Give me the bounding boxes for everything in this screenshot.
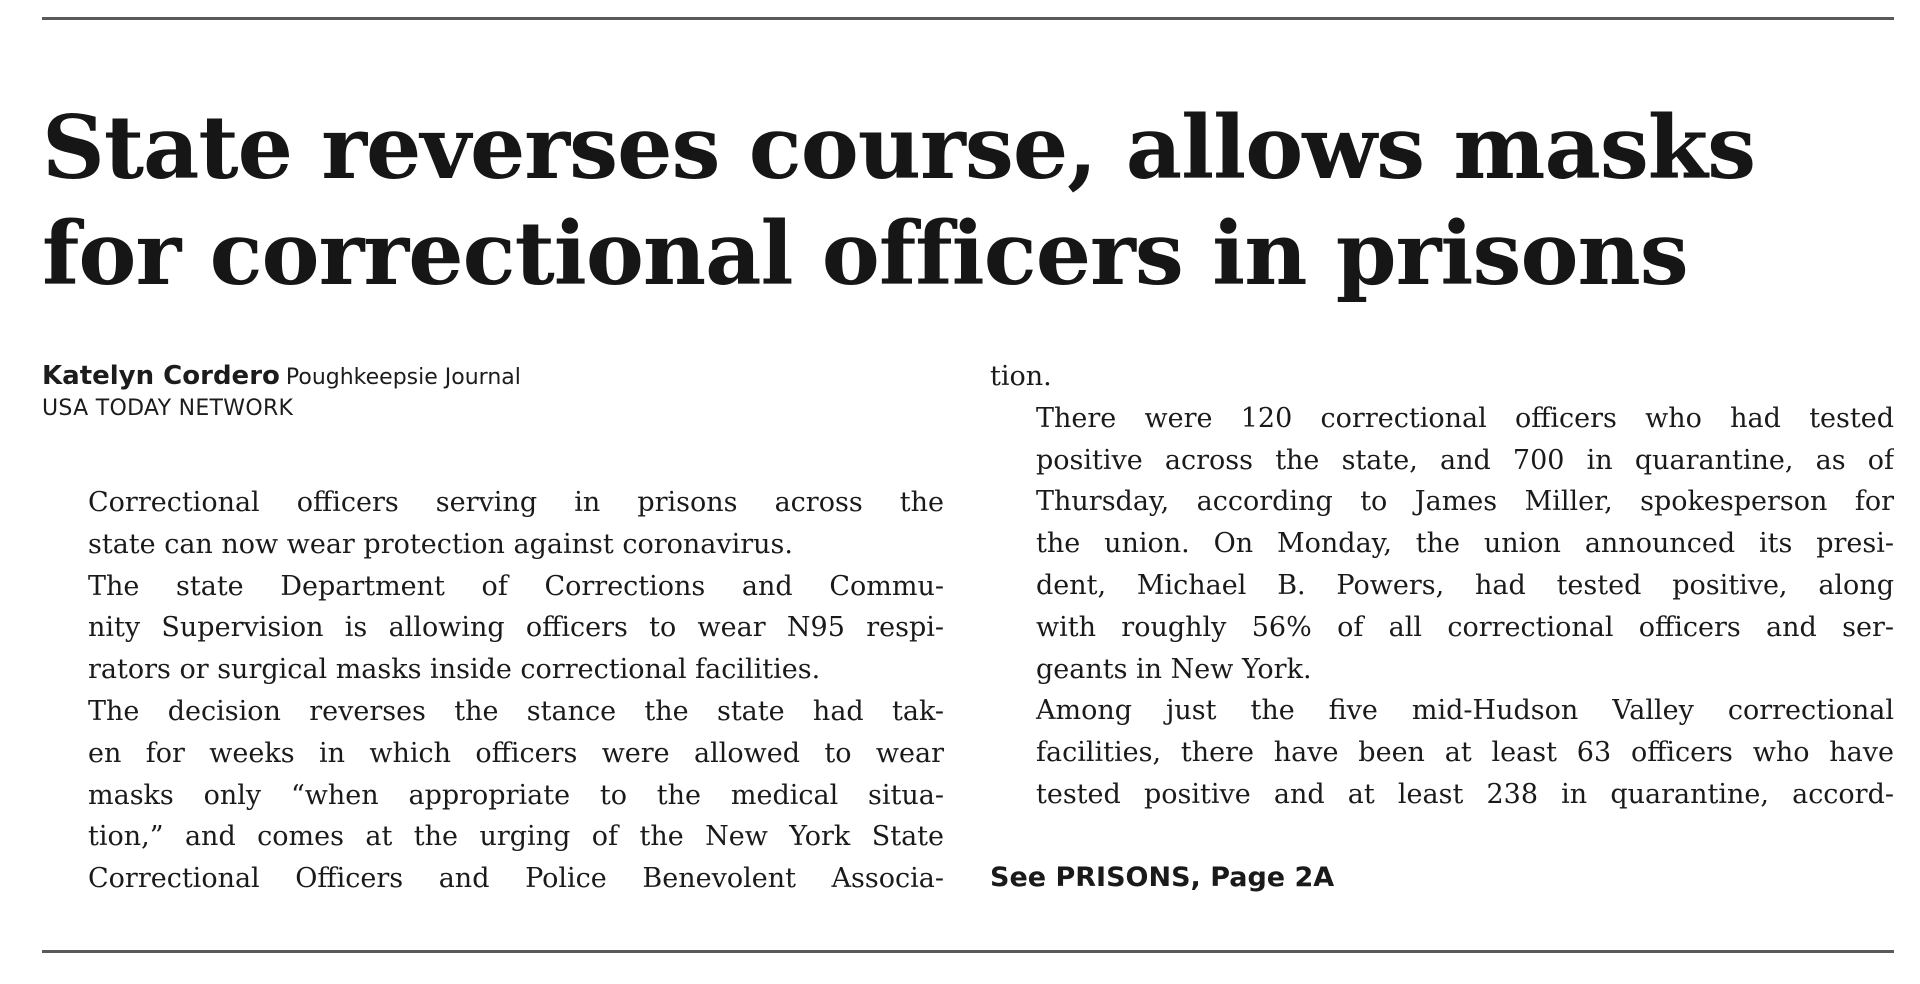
paragraph — [42, 691, 944, 900]
text-line: The state Department of Corrections and Commu- — [88, 570, 944, 602]
text-line: nity Supervision is allowing officers to wear N95 respi- — [88, 612, 944, 644]
text-line: The decision reverses the stance the state had tak- — [88, 695, 944, 727]
paragraph — [990, 690, 1894, 815]
text-line: There were 120 correctional officers who had tested — [1036, 402, 1894, 434]
jump-line[interactable]: See PRISONS, Page 2A — [990, 862, 1335, 893]
byline — [42, 360, 521, 424]
text-line: positive across the state, and 700 in quarantine, as of — [1036, 444, 1894, 476]
publication-name: Poughkeepsie Journal — [285, 365, 521, 390]
text-line: Correctional officers serving in prisons across the — [88, 487, 944, 518]
paragraph — [990, 356, 1894, 398]
text-line: masks only “when appropriate to the medical situa- — [88, 779, 944, 811]
headline-line-1: State reverses course, allows masks — [42, 96, 1756, 199]
left-column — [42, 482, 944, 900]
text-line: tion. — [990, 361, 1052, 392]
text-line: dent, Michael B. Powers, had tested positive, along — [1036, 569, 1894, 601]
bottom-rule — [42, 950, 1894, 953]
author-name: Katelyn Cordero — [42, 361, 280, 391]
text-line: rators or surgical masks inside correctional facilities. — [88, 654, 821, 686]
text-line: tested positive and at least 238 in quarantine, accord- — [1036, 778, 1894, 810]
right-column — [990, 356, 1894, 816]
text-line: state can now wear protection against coronavirus. — [88, 528, 793, 560]
text-line: geants in New York. — [1036, 653, 1312, 685]
text-line: facilities, there have been at least 63 officers who have — [1036, 737, 1894, 769]
text-line: the union. On Monday, the union announced its presi- — [1036, 528, 1894, 560]
headline-line-2: for correctional officers in prisons — [42, 202, 1688, 305]
headline — [42, 95, 1902, 307]
top-rule — [42, 17, 1894, 20]
text-line: tion,” and comes at the urging of the New York State — [88, 821, 944, 853]
text-line: Correctional Officers and Police Benevolent Associa- — [88, 863, 944, 895]
text-line: with roughly 56% of all correctional officers and ser- — [1036, 611, 1894, 643]
network-name: USA TODAY NETWORK — [42, 396, 294, 421]
paragraph — [42, 482, 944, 566]
text-line: Thursday, according to James Miller, spokesperson for — [1036, 486, 1894, 518]
text-line: en for weeks in which officers were allowed to wear — [88, 737, 944, 769]
paragraph — [990, 398, 1894, 691]
text-line: Among just the five mid-Hudson Valley correctional — [1036, 695, 1894, 727]
paragraph — [42, 566, 944, 691]
